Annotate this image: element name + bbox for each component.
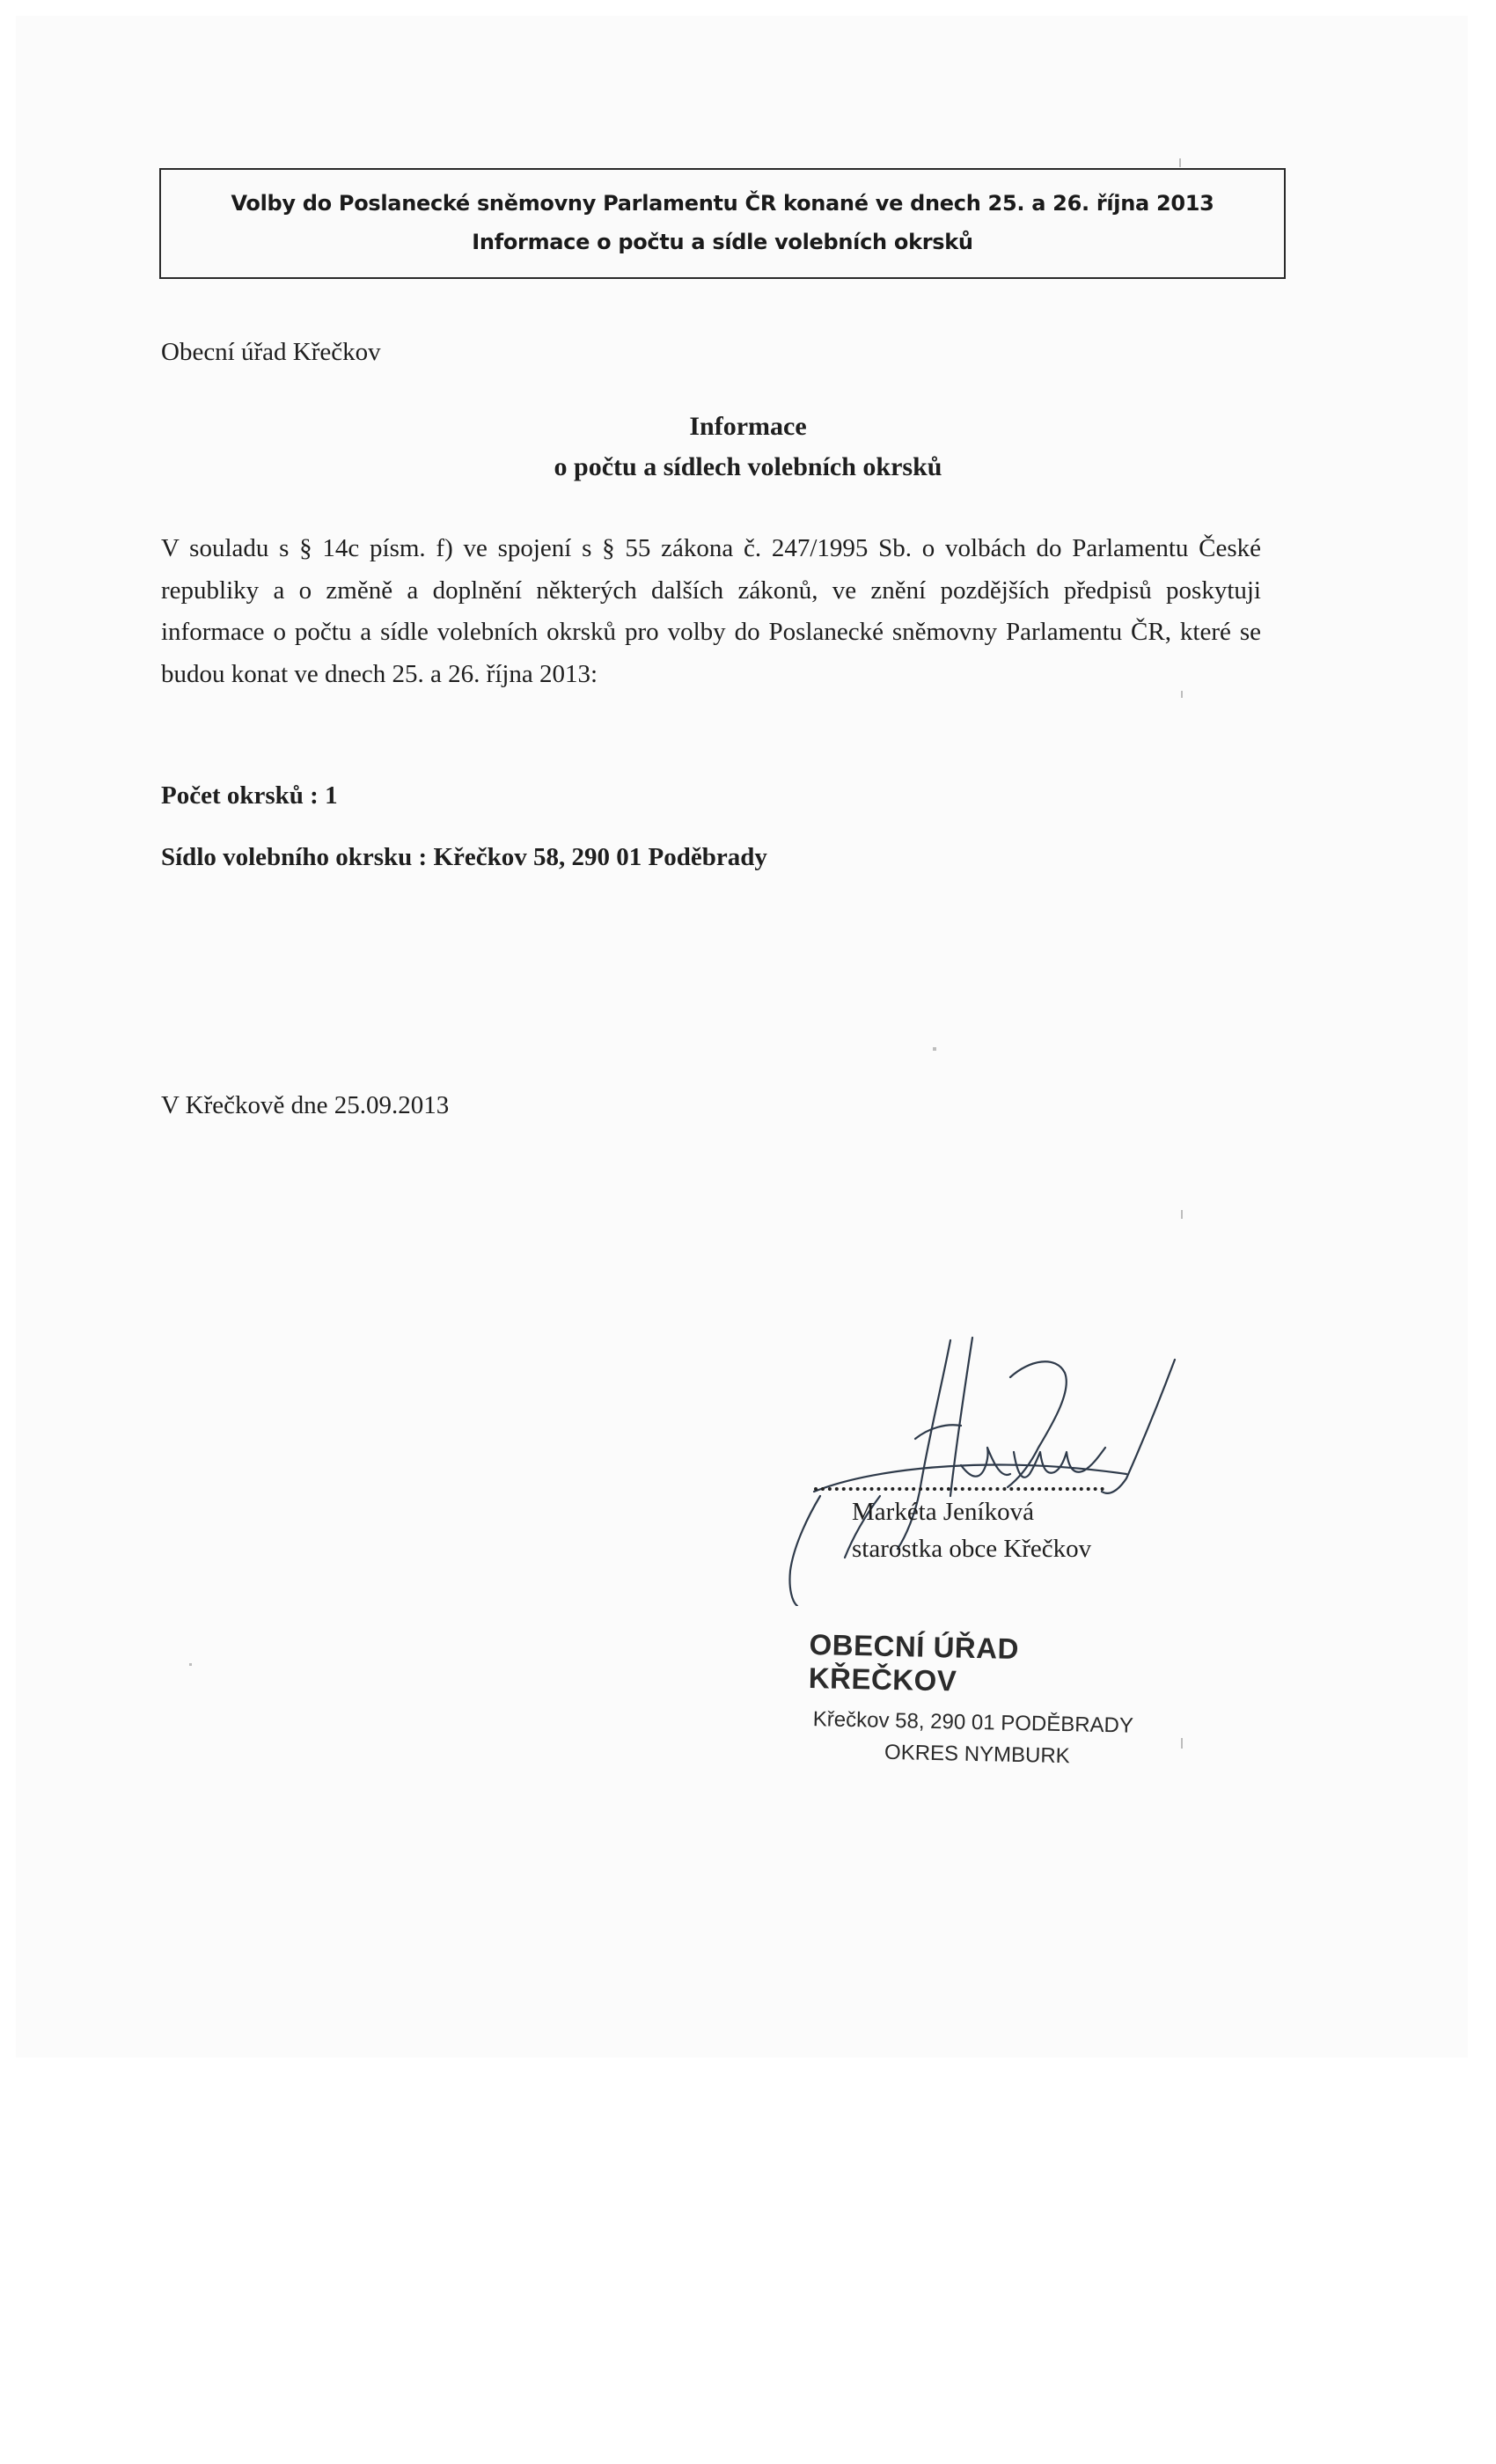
scan-speck xyxy=(1181,1210,1183,1219)
header-election-title: Volby do Poslanecké sněmovny Parlamentu ČR konané ve dnech 25. a 26. října 2013 xyxy=(231,191,1214,216)
district-seat-label: Sídlo volebního okrsku : xyxy=(161,843,428,871)
signatory-name: Markéta Jeníková xyxy=(852,1498,1034,1526)
scan-speck xyxy=(1179,158,1181,167)
stamp-office-name: OBECNÍ ÚŘAD KŘEČKOV xyxy=(808,1628,1020,1698)
district-count-value: 1 xyxy=(325,781,338,810)
place-and-date: V Křečkově dne 25.09.2013 xyxy=(161,1091,450,1119)
stamp-district: OKRES NYMBURK xyxy=(884,1740,1070,1769)
scan-speck xyxy=(933,1047,936,1051)
document-page xyxy=(16,16,1468,2057)
district-seat-value: Křečkov 58, 290 01 Poděbrady xyxy=(433,843,767,871)
election-header-box xyxy=(159,168,1286,279)
office-stamp xyxy=(807,1628,1162,1771)
issuing-office: Obecní úřad Křečkov xyxy=(161,338,381,366)
document-title: Informace xyxy=(689,412,807,441)
district-count-row xyxy=(161,774,338,817)
header-subtitle: Informace o počtu a sídle volebních okrsků xyxy=(472,230,973,254)
district-count-label: Počet okrsků : xyxy=(161,781,319,810)
legal-basis-paragraph: V souladu s § 14c písm. f) ve spojení s § 55 zákona č. 247/1995 Sb. o volbách do Parlamentu České republiky a o změně a doplnění některých dalších zákonů, ve znění pozdějších předpisů poskytuji informace o počtu a sídle volebních okrsků pro volby do Poslanecké sněmovny Parlamentu ČR, které se budou konat ve dnech 25. a 26. října 2013: xyxy=(161,534,1261,688)
scan-speck xyxy=(1181,1738,1183,1749)
district-seat-row xyxy=(161,836,767,878)
document-subtitle: o počtu a sídlech volebních okrsků xyxy=(554,452,942,481)
stamp-address: Křečkov 58, 290 01 PODĚBRADY xyxy=(812,1707,1134,1738)
signatory-role: starostka obce Křečkov xyxy=(852,1535,1092,1563)
scan-speck xyxy=(189,1663,192,1666)
